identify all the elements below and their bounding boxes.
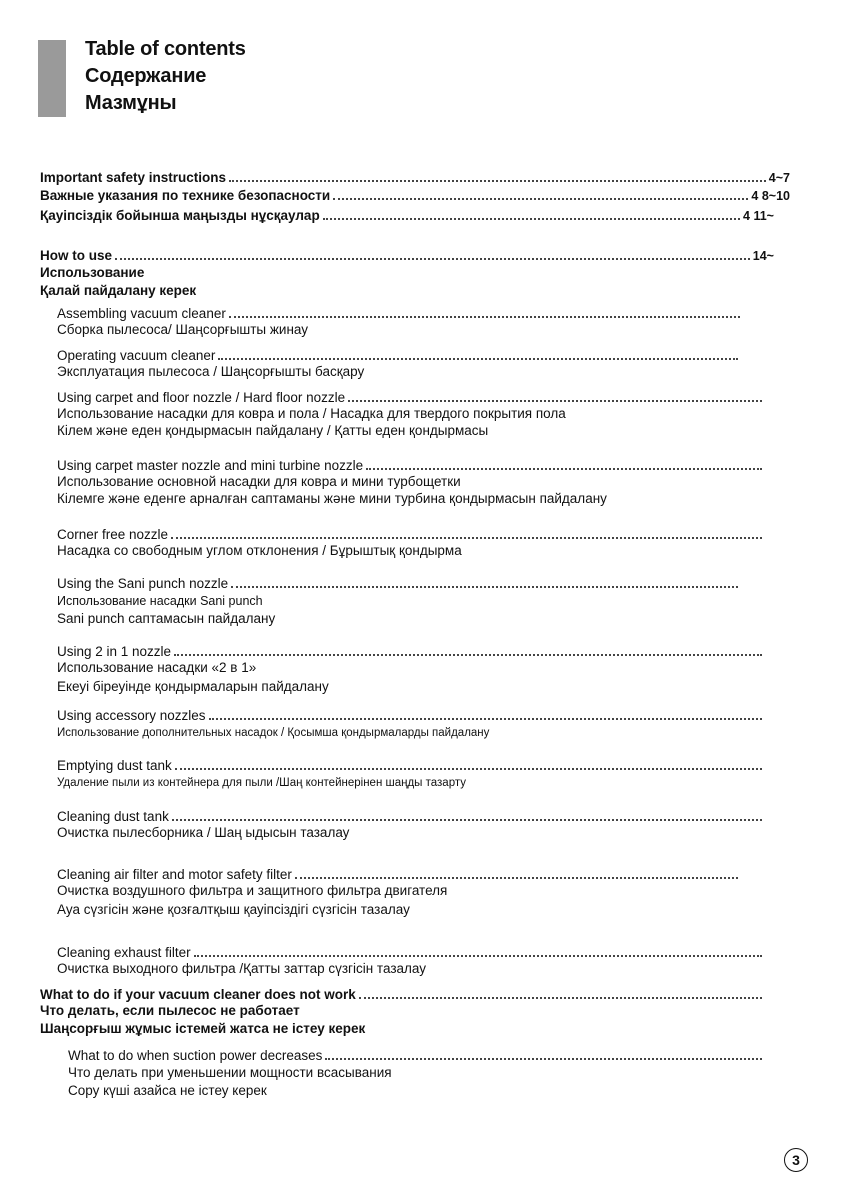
dot-leader [333,186,748,200]
toc-label: Using 2 in 1 nozzle [57,644,172,659]
dot-leader [323,206,740,220]
emptying-ru-kk: Удаление пыли из контейнера для пыли /Шаң контейнерінен шаңды тазарту [57,777,466,789]
accessory-ru-kk: Использование дополнительных насадок / Қосымша қондырмаларды пайдалану [57,727,490,739]
air-filter-ru: Очистка воздушного фильтра и защитного фильтра двигателя [57,883,448,898]
dot-leader [172,807,762,821]
toc-entry-safety-kk[interactable] [40,206,774,225]
toc-entry-safety-ru[interactable] [40,186,790,205]
twoinone-kk: Екеуі біреуінде қондырмаларын пайдалану [57,679,329,694]
toc-page: 4 11~ [743,209,774,223]
toc-entry-emptying[interactable] [57,756,765,775]
corner-ru-kk: Насадка со свободным углом отклонения / Бұрыштық қондырма [57,543,462,558]
sani-kk: Sani punch саптамасын пайдалану [57,611,276,626]
dot-leader [359,985,762,999]
dot-leader [209,706,762,720]
toc-label: Emptying dust tank [57,758,172,773]
toc-label: Operating vacuum cleaner [57,348,216,363]
title-en: Table of contents [85,38,246,60]
toc-label: Using carpet master nozzle and mini turbine nozzle [57,458,364,473]
header-side-bar [38,40,66,117]
toc-label: What to do when suction power decreases [68,1048,323,1063]
cleaning-tank-ru-kk: Очистка пылесборника / Шаң ыдысын тазалау [57,825,350,840]
toc-label: Using accessory nozzles [57,708,206,723]
operating-ru-kk: Эксплуатация пылесоса / Шаңсорғышты басқару [57,364,365,379]
sani-ru: Использование насадки Sani punch [57,594,263,608]
dot-leader [175,756,762,770]
toc-page: 4 8~10 [751,189,790,203]
toc-label: How to use [40,248,113,263]
toc-label: Important safety instructions [40,170,227,185]
toc-entry-suction[interactable] [68,1046,765,1065]
master-ru: Использование основной насадки для ковра и мини турбощетки [57,474,461,489]
dot-leader [171,525,762,539]
page-number: 3 [784,1148,808,1172]
suction-kk: Сору күші азайса не істеу керек [68,1083,267,1098]
dot-leader [231,574,738,588]
toc-label: Using the Sani punch nozzle [57,576,229,591]
dot-leader [174,642,762,656]
master-kk: Кілемге және еденге арналған саптаманы және мини турбина қондырмасын пайдалану [57,491,607,506]
toc-entry-accessory[interactable] [57,706,765,725]
toc-label: Cleaning dust tank [57,809,169,824]
toc-label: Cleaning exhaust filter [57,945,191,960]
dot-leader [229,168,766,182]
how-to-use-ru: Использование [40,265,145,280]
air-filter-kk: Ауа сүзгісін және қозғалтқыш қауіпсіздігі сүзгісін тазалау [57,902,410,917]
how-to-use-kk: Қалай пайдалану керек [40,283,197,298]
troubleshoot-kk: Шаңсорғыш жұмыс істемей жатса не істеу керек [40,1021,366,1036]
toc-entry-sani-punch[interactable] [57,574,741,593]
toc-label: Assembling vacuum cleaner [57,306,226,321]
dot-leader [194,943,762,957]
toc-page: 14~ [752,249,774,263]
troubleshoot-ru: Что делать, если пылесос не работает [40,1003,300,1018]
toc-label: Corner free nozzle [57,527,169,542]
toc-label: Using carpet and floor nozzle / Hard floor nozzle [57,390,346,405]
toc-label: What to do if your vacuum cleaner does not work [40,987,356,1002]
dot-leader [115,246,750,260]
title-ru: Содержание [85,65,207,87]
exhaust-ru-kk: Очистка выходного фильтра /Қатты заттар сүзгісін тазалау [57,961,427,976]
dot-leader [325,1046,762,1060]
twoinone-ru: Использование насадки «2 в 1» [57,660,257,675]
toc-page: 4~7 [768,171,790,185]
assembling-ru-kk: Сборка пылесоса/ Шаңсорғышты жинау [57,322,309,337]
dot-leader [295,865,738,879]
toc-label: Қауіпсіздік бойынша маңызды нұсқаулар [40,208,320,223]
suction-ru: Что делать при уменьшении мощности всасывания [68,1065,392,1080]
dot-leader [366,456,762,470]
carpet-ru: Использование насадки для ковра и пола / Насадка для твердого покрытия пола [57,406,566,421]
carpet-kk: Кілем және еден қондырмасын пайдалану / Қатты еден қондырмасы [57,423,489,438]
toc-entry-safety-en[interactable] [40,168,790,187]
toc-entry-how-to-use[interactable] [40,246,774,265]
dot-leader [348,388,762,402]
toc-label: Cleaning air filter and motor safety filter [57,867,292,882]
title-kk: Мазмұны [85,92,177,114]
dot-leader [229,304,740,318]
page-title [85,36,246,117]
toc-label: Важные указания по технике безопасности [40,188,331,203]
dot-leader [218,346,738,360]
